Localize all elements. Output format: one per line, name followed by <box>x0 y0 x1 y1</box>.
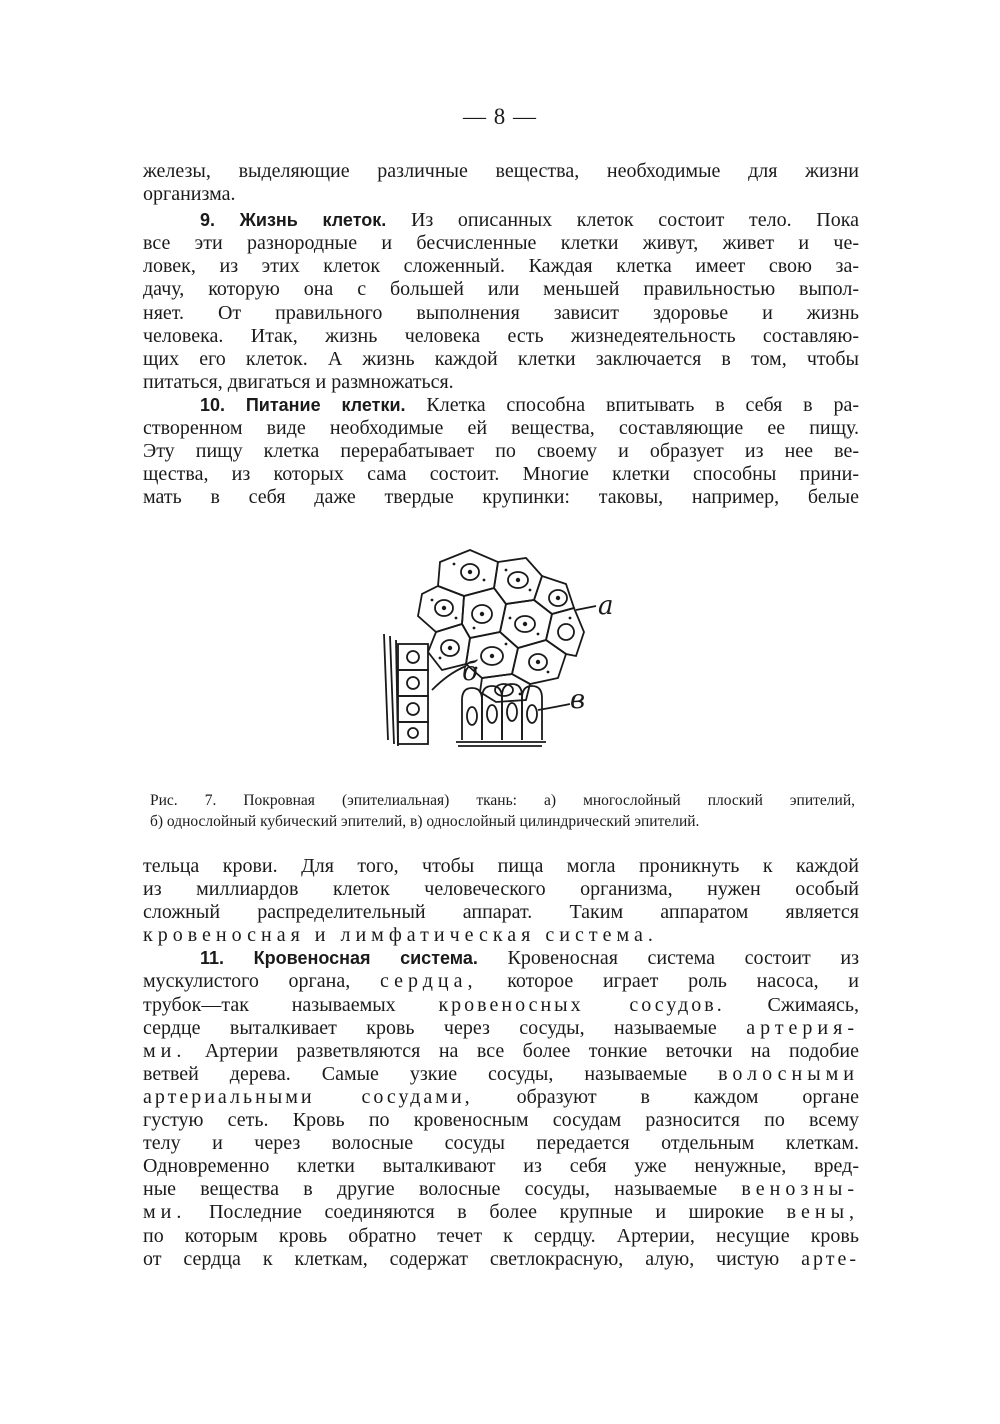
page-number: — 8 — <box>463 104 537 129</box>
text-block-bottom <box>143 855 859 1271</box>
emphasis: артериальными сосудами, <box>143 1085 473 1108</box>
text-line: из миллиардов клеток человеческого организма, нужен особый <box>143 878 859 901</box>
emphasis: артерия- <box>746 1016 859 1039</box>
emphasis: кровеносных сосудов. <box>438 993 725 1016</box>
text-line: железы, выделяющие различные вещества, необходимые для жизни <box>143 160 859 182</box>
label-b: б <box>462 657 478 687</box>
text-line: телу и через волосные сосуды передается отдельным клеткам. <box>143 1132 859 1155</box>
section-10-heading: 10. Питание клетки. <box>200 394 406 415</box>
text-line: ловек, из этих клеток сложенный. Каждая клетка имеет свою за- <box>143 255 859 278</box>
text-line: Эту пищу клетка перерабатывает по своему и образует из нее ве- <box>143 440 859 463</box>
text-block-top <box>143 160 859 509</box>
label-v: в <box>570 685 586 715</box>
text-line: дачу, которую она с большей или меньшей правильностью выпол- <box>143 278 859 301</box>
emphasis: вены, <box>786 1201 860 1224</box>
text-line: ми. Последние соединяются в более крупные и широкие вены, <box>143 1201 860 1224</box>
text-line: артериальными сосудами, образуют в каждом органе <box>143 1085 860 1108</box>
section-9-heading: 9. Жизнь клеток. <box>200 210 387 231</box>
section-10-first-line: 10. Питание клетки. Клетка способна впитывать в себя в ра- <box>200 393 859 416</box>
text-line: щих его клеток. А жизнь каждой клетки заключается в том, чтобы <box>143 347 859 370</box>
emphasis: волосными <box>718 1062 859 1085</box>
caption-line: Рис. 7. Покровная (эпителиальная) ткань: а) многослойный плоский эпителий, <box>150 792 855 809</box>
text-line: по которым кровь обратно течет к сердцу. Артерии, несущие кровь <box>143 1224 859 1247</box>
text-line: сложный распределительный аппарат. Таким аппаратом является <box>143 901 859 924</box>
caption-line: б) однослойный кубический эпителий, в) однослойный цилиндрический эпителий. <box>150 813 700 830</box>
epithelium-figure <box>370 540 620 770</box>
text-line: тельца крови. Для того, чтобы пища могла проникнуть к каждой <box>143 855 859 877</box>
text-line: мать в себя даже твердые крупинки: таковы, например, белые <box>143 486 859 509</box>
text-line-spaced: кровеносная и лимфатическая система. <box>143 924 658 947</box>
section-11-heading: 11. Кровеносная система. <box>200 948 478 969</box>
figure-caption <box>150 790 855 832</box>
emphasis: ми. <box>143 1201 187 1224</box>
text-line: ми. Артерии разветвляются на все более тонкие веточки на подобие <box>143 1039 860 1062</box>
section-11-first-line: 11. Кровеносная система. Кровеносная система состоит из <box>200 947 859 970</box>
text-line: все эти разнородные и бесчисленные клетки живут, живет и че- <box>143 232 859 255</box>
text-line: мускулистого органа, сердца, которое играет роль насоса, и <box>143 970 860 993</box>
text-line: Одновременно клетки выталкивают из себя уже ненужные, вред- <box>143 1155 859 1178</box>
emphasis: ми. <box>143 1039 187 1062</box>
text-line: от сердца к клеткам, содержат светлокрасную, алую, чистую арте- <box>143 1247 860 1270</box>
text-line: сердце выталкивает кровь через сосуды, называемые артерия- <box>143 1016 859 1039</box>
text-line: щества, из которых сама состоит. Многие клетки способны прини- <box>143 463 859 486</box>
cuboidal-cells <box>384 634 466 746</box>
text-line: ветвей дерева. Самые узкие сосуды, называемые волосными <box>143 1062 859 1085</box>
text-line: человека. Итак, жизнь человека есть жизнедеятельность составляю- <box>143 324 859 347</box>
emphasis: венозны- <box>741 1178 860 1201</box>
text-line: створенном виде необходимые ей вещества, составляющие ее пищу. <box>143 417 859 440</box>
section-9-first-line: 9. Жизнь клеток. Из описанных клеток состоит тело. Пока <box>200 209 859 232</box>
text-line: няет. От правильного выполнения зависит здоровье и жизнь <box>143 301 859 324</box>
text-line: густую сеть. Кровь по кровеносным сосудам разносится по всему <box>143 1109 859 1132</box>
emphasis: арте- <box>801 1247 860 1270</box>
text-line: трубок—так называемых кровеносных сосудов. Сжимаясь, <box>143 993 860 1016</box>
epithelium-illustration <box>370 540 620 770</box>
text-line: питаться, двигаться и размножаться. <box>143 370 454 393</box>
label-a: а <box>598 591 614 621</box>
text-line: ные вещества в другие волосные сосуды, называемые венозны- <box>143 1178 860 1201</box>
text-line: организма. <box>143 183 236 206</box>
columnar-cells <box>456 684 570 746</box>
emphasis: сердца, <box>379 970 478 993</box>
